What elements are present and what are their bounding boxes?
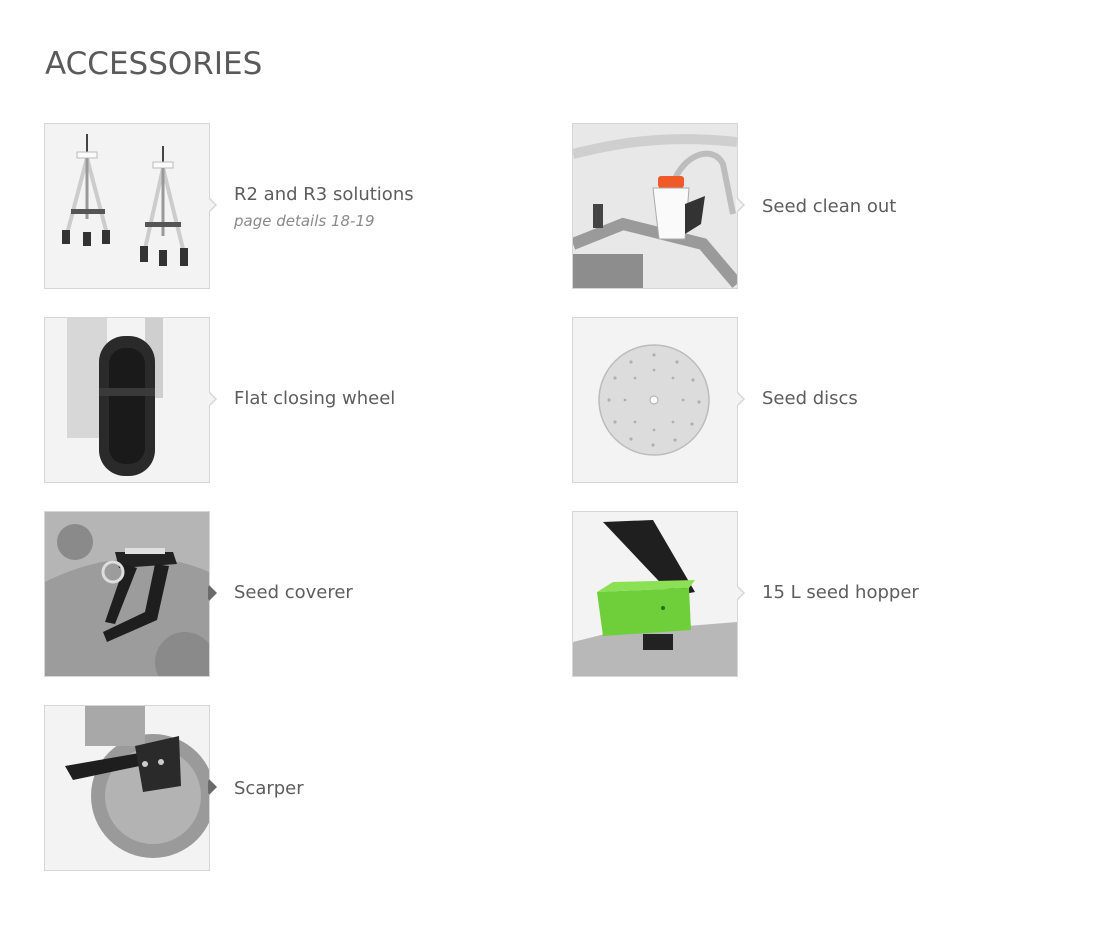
pointer-arrow xyxy=(737,391,745,407)
closing-wheel-image xyxy=(44,317,210,483)
accessory-item-seed-clean-out[interactable] xyxy=(572,123,972,289)
accessory-label: 15 L seed hopper xyxy=(762,582,919,603)
accessory-item-r2-r3[interactable] xyxy=(44,123,444,289)
scraper-image xyxy=(44,705,210,871)
accessory-label: Scarper xyxy=(234,778,304,799)
pointer-arrow xyxy=(209,779,217,795)
pointer-arrow xyxy=(209,391,217,407)
seed-disc-image xyxy=(572,317,738,483)
page-title: ACCESSORIES xyxy=(45,46,263,82)
accessory-item-seed-hopper[interactable] xyxy=(572,511,972,677)
accessory-item-seed-discs[interactable] xyxy=(572,317,972,483)
accessory-item-scraper[interactable] xyxy=(44,705,444,871)
seed-clean-out-image xyxy=(572,123,738,289)
planter-units-image xyxy=(44,123,210,289)
pointer-arrow xyxy=(737,585,745,601)
accessory-page-ref: page details 18-19 xyxy=(234,212,375,230)
accessory-label: Flat closing wheel xyxy=(234,388,396,409)
accessory-label: R2 and R3 solutions xyxy=(234,184,414,205)
pointer-arrow xyxy=(209,197,217,213)
accessory-label: Seed discs xyxy=(762,388,858,409)
pointer-arrow xyxy=(737,197,745,213)
accessory-item-seed-coverer[interactable] xyxy=(44,511,444,677)
accessory-label: Seed clean out xyxy=(762,196,897,217)
accessory-label: Seed coverer xyxy=(234,582,353,603)
accessory-item-flat-closing-wheel[interactable] xyxy=(44,317,444,483)
seed-hopper-image xyxy=(572,511,738,677)
seed-coverer-image xyxy=(44,511,210,677)
pointer-arrow xyxy=(209,585,217,601)
